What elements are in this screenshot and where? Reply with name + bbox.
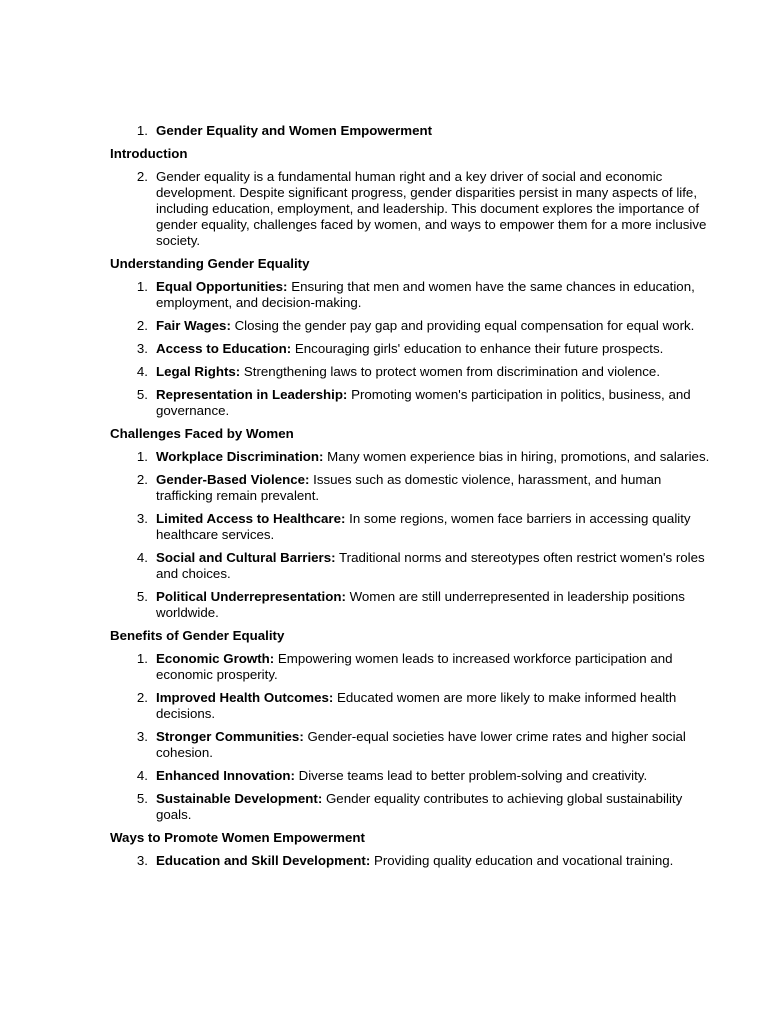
list-number: 1. [136, 123, 148, 138]
section-heading-introduction: Introduction [110, 146, 188, 161]
item-label: Improved Health Outcomes: [156, 690, 334, 705]
list-number: 2. [136, 472, 148, 487]
item-text: Issues such as domestic violence, harassment, and human trafficking remain prevalent. [156, 472, 662, 503]
item-label: Representation in Leadership: [156, 387, 348, 402]
list-item [110, 853, 715, 869]
section-heading-benefits: Benefits of Gender Equality [110, 628, 285, 643]
list-item [110, 550, 715, 582]
document-title [110, 123, 715, 139]
item-text: Traditional norms and stereotypes often restrict women's roles and choices. [156, 550, 705, 581]
list-number: 4. [136, 768, 148, 783]
item-label: Social and Cultural Barriers: [156, 550, 336, 565]
list-item [110, 589, 715, 621]
item-text: Strengthening laws to protect women from discrimination and violence. [240, 364, 661, 379]
list-number: 2. [136, 690, 148, 705]
item-text: Empowering women leads to increased workforce participation and economic prosperity. [156, 651, 673, 682]
item-label: Sustainable Development: [156, 791, 323, 806]
item-text: Many women experience bias in hiring, promotions, and salaries. [323, 449, 710, 464]
item-text: Providing quality education and vocational training. [370, 853, 674, 868]
list-item [110, 472, 715, 504]
list-number: 5. [136, 791, 148, 806]
list-number: 2. [136, 318, 148, 333]
list-item [110, 690, 715, 722]
item-label: Enhanced Innovation: [156, 768, 295, 783]
item-text: Closing the gender pay gap and providing equal compensation for equal work. [230, 318, 695, 333]
list-item [110, 791, 715, 823]
item-label: Stronger Communities: [156, 729, 304, 744]
title-text: Gender Equality and Women Empowerment [156, 123, 433, 138]
item-label: Education and Skill Development: [156, 853, 371, 868]
section-heading-ways: Ways to Promote Women Empowerment [110, 830, 365, 845]
item-label: Fair Wages: [156, 318, 231, 333]
item-text: Promoting women's participation in politics, business, and governance. [156, 387, 691, 418]
list-number: 5. [136, 387, 148, 402]
list-item [110, 341, 715, 357]
list-item [110, 279, 715, 311]
item-text: Gender equality contributes to achieving global sustainability goals. [156, 791, 683, 822]
item-label: Gender-Based Violence: [156, 472, 310, 487]
item-text: Ensuring that men and women have the same chances in education, employment, and decision-making. [156, 279, 695, 310]
list-number: 3. [136, 853, 148, 868]
list-item [110, 768, 715, 784]
item-text: Educated women are more likely to make informed health decisions. [156, 690, 677, 721]
item-label: Limited Access to Healthcare: [156, 511, 346, 526]
item-text: In some regions, women face barriers in accessing quality healthcare services. [156, 511, 691, 542]
list-number: 1. [136, 279, 148, 294]
document-content [110, 123, 715, 876]
item-label: Workplace Discrimination: [156, 449, 324, 464]
item-label: Political Underrepresentation: [156, 589, 346, 604]
section-heading-challenges: Challenges Faced by Women [110, 426, 294, 441]
list-number: 5. [136, 589, 148, 604]
list-number: 3. [136, 511, 148, 526]
item-text: Women are still underrepresented in leadership positions worldwide. [156, 589, 685, 620]
list-item [110, 651, 715, 683]
item-text: Diverse teams lead to better problem-solving and creativity. [294, 768, 648, 783]
list-item [110, 318, 715, 334]
item-label: Economic Growth: [156, 651, 275, 666]
item-text: Encouraging girls' education to enhance their future prospects. [291, 341, 664, 356]
list-number: 4. [136, 550, 148, 565]
list-number: 1. [136, 651, 148, 666]
item-label: Access to Education: [156, 341, 292, 356]
introduction-text: Gender equality is a fundamental human right and a key driver of social and economic development. Despite significant progress, gender disparities persist in many aspects of life, including education, employment, and leadership. This document explores the importance of gender equality, challenges faced by women, and ways to empower them for a more inclusive society. [156, 169, 707, 248]
list-item [110, 364, 715, 380]
list-item [110, 729, 715, 761]
list-number: 1. [136, 449, 148, 464]
list-item [110, 387, 715, 419]
list-number: 3. [136, 341, 148, 356]
list-number: 4. [136, 364, 148, 379]
item-text: Gender-equal societies have lower crime rates and higher social cohesion. [156, 729, 686, 760]
item-label: Legal Rights: [156, 364, 241, 379]
list-item [110, 449, 715, 465]
list-number: 3. [136, 729, 148, 744]
section-heading-understanding: Understanding Gender Equality [110, 256, 310, 271]
list-number: 2. [136, 169, 148, 184]
item-label: Equal Opportunities: [156, 279, 288, 294]
introduction-paragraph [110, 169, 715, 249]
list-item [110, 511, 715, 543]
